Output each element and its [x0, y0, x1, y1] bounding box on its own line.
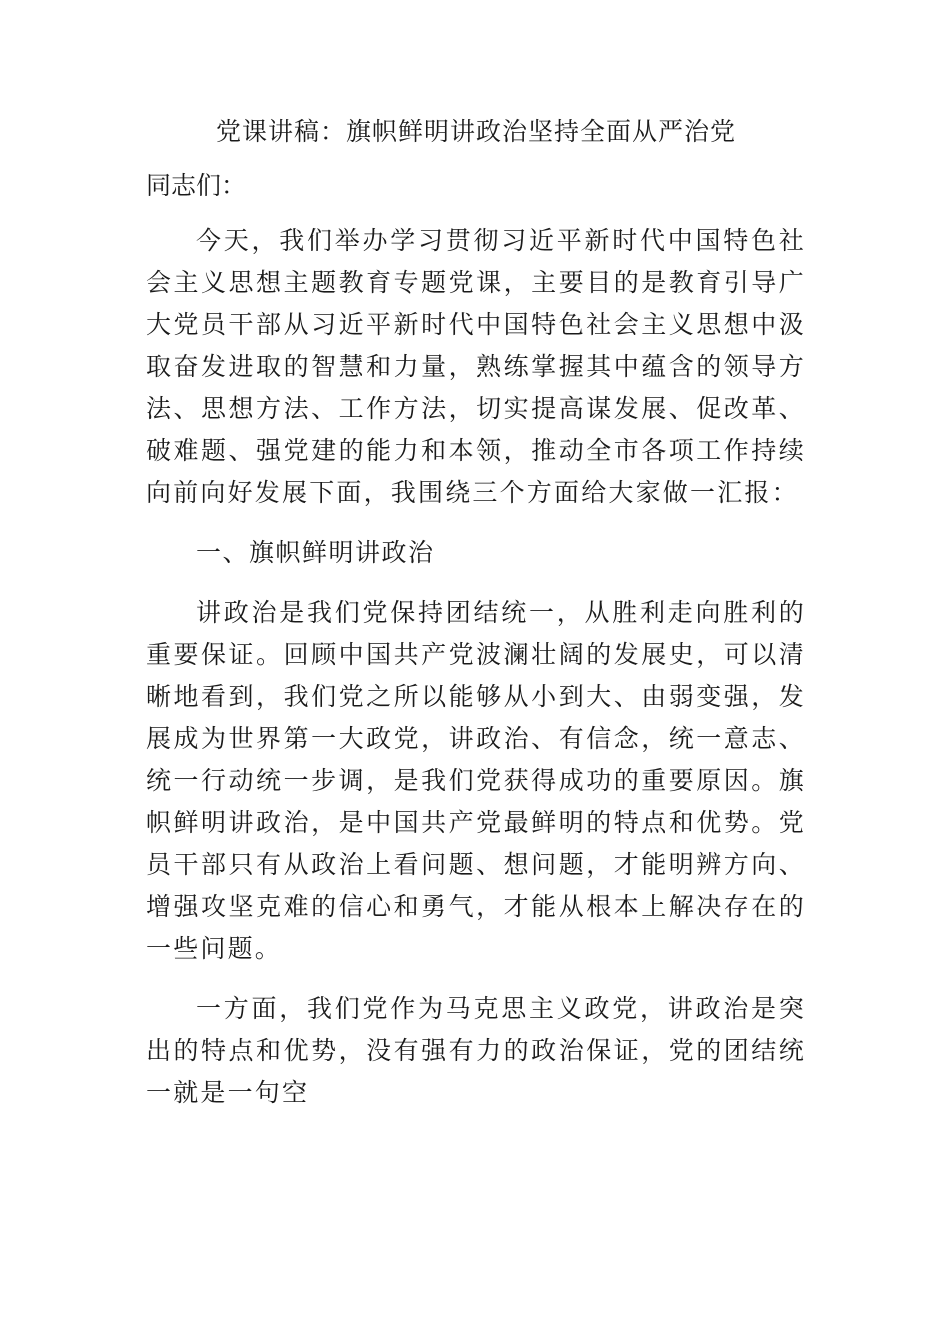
- intro-paragraph: 今天，我们举办学习贯彻习近平新时代中国特色社会主义思想主题教育专题党课，主要目的是教育引导广大党员干部从习近平新时代中国特色社会主义思想中汲取奋发进取的智慧和力量，熟练掌握其中蕴含的领导方法、思想方法、工作方法，切实提高谋发展、促改革、破难题、强党建的能力和本领，推动全市各项工作持续向前向好发展下面，我围绕三个方面给大家做一汇报：: [146, 226, 806, 507]
- salutation: 同志们：: [146, 171, 247, 200]
- section-heading-1: 一、旗帜鲜明讲政治: [196, 538, 435, 567]
- document-page: [146, 108, 806, 1132]
- section1-paragraph-1: 讲政治是我们党保持团结统一，从胜利走向胜利的重要保证。回顾中国共产党波澜壮阔的发展史，可以清晰地看到，我们党之所以能够从小到大、由弱变强，发展成为世界第一大政党，讲政治、有信念，统一意志、统一行动统一步调，是我们党获得成功的重要原因。旗帜鲜明讲政治，是中国共产党最鲜明的特点和优势。党员干部只有从政治上看问题、想问题，才能明辨方向、增强攻坚克难的信心和勇气，才能从根本上解决存在的一些问题。: [146, 598, 806, 963]
- document-title: 党课讲稿：旗帜鲜明讲政治坚持全面从严治党: [215, 117, 736, 146]
- section1-paragraph-2: 一方面，我们党作为马克思主义政党，讲政治是突出的特点和优势，没有强有力的政治保证，党的团结统一就是一句空: [146, 994, 806, 1107]
